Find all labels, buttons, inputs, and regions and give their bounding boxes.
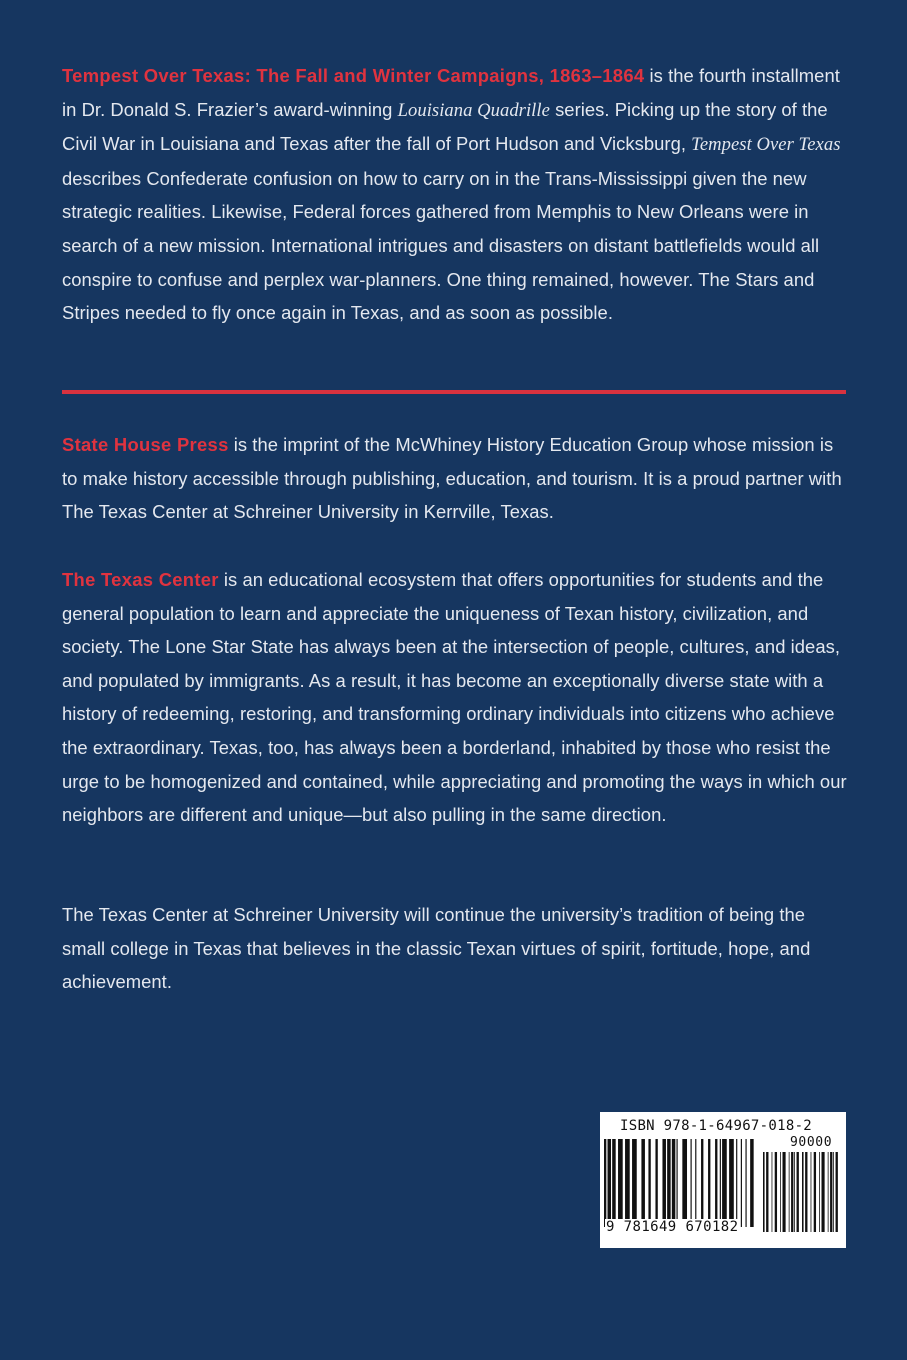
barcode-bar <box>819 1152 820 1232</box>
ean-digits: 9 781649 670182 <box>606 1219 739 1235</box>
barcode-bar <box>802 1152 804 1232</box>
book-title-highlight: Tempest Over Texas: The Fall and Winter Campaigns, 1863–1864 <box>62 65 645 86</box>
barcode-bar <box>662 1139 666 1227</box>
barcode-bar <box>745 1139 746 1227</box>
description-text-1: is the fourth installment in Dr. Donald S. Frazier’s award-winning <box>62 65 840 120</box>
barcode-bar <box>715 1139 717 1227</box>
publisher-name-highlight: State House Press <box>62 434 229 455</box>
book-title-italic: Tempest Over Texas <box>691 134 841 156</box>
barcode-bar <box>701 1139 703 1227</box>
barcode-bar <box>695 1139 696 1227</box>
barcode-bar <box>741 1139 742 1227</box>
barcode-bar <box>655 1139 657 1227</box>
description-text-3: describes Confederate confusion on how to carry on in the Trans-Mississippi given the new strategic realities. Likewise, Federal forces gathered from Memphis to New Orleans were in search of a new mission. International intrigues and disasters on distant battlefields would all conspire to confuse and perplex war-planners. One thing remained, however. The Stars and Stripes needed to fly once again in Texas, and as soon as possible. <box>62 167 820 324</box>
barcode-bar <box>830 1152 832 1232</box>
barcode-bar <box>780 1152 781 1232</box>
texas-center-paragraph <box>62 563 852 832</box>
barcode-bar <box>750 1139 754 1227</box>
barcode-bar <box>625 1139 630 1227</box>
barcode-bar <box>672 1139 676 1227</box>
barcode-bar <box>608 1139 612 1227</box>
barcode-bar <box>766 1152 768 1232</box>
barcode-bar <box>814 1152 816 1232</box>
barcode-bar <box>811 1152 812 1232</box>
barcode-bar <box>836 1152 838 1232</box>
barcode-bar <box>612 1139 616 1227</box>
barcode-bar <box>797 1152 799 1232</box>
barcode-bar <box>736 1139 737 1227</box>
book-description-paragraph <box>62 59 852 330</box>
ean-barcode-bars <box>604 1139 756 1227</box>
isbn-label: ISBN 978-1-64967-018-2 <box>620 1118 813 1134</box>
texas-center-text: is an educational ecosystem that offers opportunities for students and the general population to learn and appreciate the uniqueness of Texan history, civilization, and society. The Lone Star State has always been at the intersection of people, cultures, and ideas, and populated by immigrants. As a result, it has become an exceptionally diverse state with a history of redeeming, restoring, and transforming ordinary individuals into citizens who achieve the extraordinary. Texas, too, has always been a borderland, inhabited by those who resist the urge to be homogenized and contained, while appreciating and promoting the ways in which our neighbors are different and unique—but also pulling in the same direction. <box>62 569 847 826</box>
barcode-bar <box>722 1139 727 1227</box>
texas-center-name-highlight: The Texas Center <box>62 569 219 590</box>
barcode-bar <box>833 1152 834 1232</box>
barcode-bar <box>775 1152 777 1232</box>
barcode-bar <box>641 1139 645 1227</box>
barcode-bar <box>789 1152 790 1232</box>
barcode-bar <box>682 1139 687 1227</box>
closing-paragraph: The Texas Center at Schreiner University will continue the university’s tradition of being the small college in Texas that believes in the classic Texan virtues of spirit, fortitude, hope, and achievement. <box>62 904 811 993</box>
barcode-bar <box>691 1139 692 1227</box>
barcode-bar <box>805 1152 807 1232</box>
barcode-bar <box>708 1139 710 1227</box>
barcode-bar <box>729 1139 734 1227</box>
section-divider <box>62 390 846 394</box>
barcode-bar <box>667 1139 671 1227</box>
description-text-2: series. Picking up the story of the Civil War in Louisiana and Texas after the fall of Port Hudson and Vicksburg, <box>62 98 828 155</box>
barcode-bar <box>828 1152 829 1232</box>
barcode-bar <box>632 1139 637 1227</box>
barcode-bar <box>794 1152 795 1232</box>
series-name: Louisiana Quadrille <box>397 99 550 121</box>
barcode-bar <box>618 1139 623 1227</box>
publisher-paragraph <box>62 428 852 529</box>
barcode-bar <box>783 1152 786 1232</box>
barcode-bar <box>822 1152 825 1232</box>
barcode-bar <box>772 1152 773 1232</box>
barcode-bar <box>676 1139 677 1227</box>
publisher-text: is the imprint of the McWhiney History Education Group whose mission is to make history accessible through publishing, education, and tourism. It is a proud partner with The Texas Center at Schreiner University in Kerrville, Texas. <box>62 434 842 523</box>
barcode-bar <box>720 1139 721 1227</box>
addon-code: 90000 <box>790 1135 833 1150</box>
barcode-bar <box>604 1139 606 1227</box>
barcode-bar <box>648 1139 650 1227</box>
addon-barcode-bars <box>763 1152 841 1232</box>
barcode-bar <box>763 1152 765 1232</box>
barcode-bar <box>791 1152 793 1232</box>
isbn-barcode <box>600 1112 846 1248</box>
